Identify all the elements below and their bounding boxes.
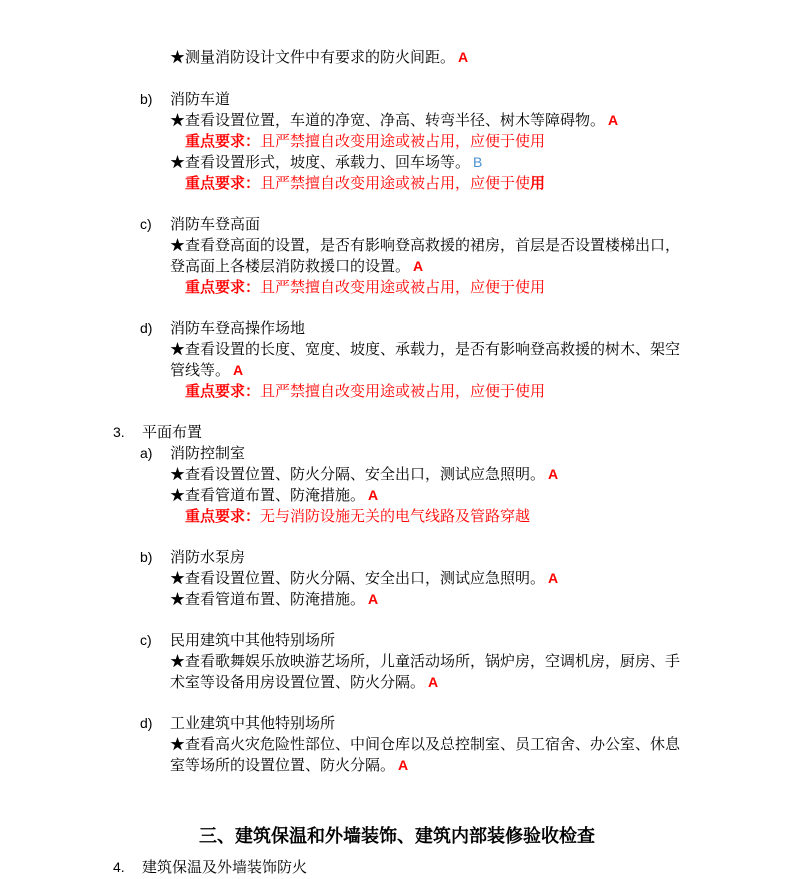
check-item: ★查看设置位置，车道的净宽、净高、转弯半径、树木等障碍物。 A: [170, 111, 619, 129]
subsection-title: 消防水泵房: [170, 548, 246, 566]
list-marker: c): [140, 216, 152, 232]
section-title: 平面布置: [142, 423, 203, 441]
check-item: ★测量消防设计文件中有要求的防火间距。 A: [170, 48, 469, 66]
subsection-title: 消防控制室: [170, 444, 246, 462]
list-marker: b): [140, 91, 153, 107]
section-heading: 三、建筑保温和外墙装饰、建筑内部装修验收检查: [199, 826, 595, 847]
grade-a: A: [368, 591, 379, 607]
list-marker: 3.: [113, 424, 125, 440]
check-item: ★查看管道布置、防淹措施。 A: [170, 486, 379, 504]
section-title: 建筑保温及外墙装饰防火: [142, 858, 308, 876]
key-requirement: 重点要求：且严禁擅自改变用途或被占用，应便于使用: [185, 278, 546, 296]
check-item-continued: 术室等设备用房设置位置、防火分隔。 A: [170, 673, 439, 691]
grade-a: A: [608, 112, 619, 128]
grade-a: A: [548, 466, 559, 482]
check-item: ★查看设置位置、防火分隔、安全出口，测试应急照明。 A: [170, 569, 559, 587]
grade-a: A: [413, 258, 424, 274]
list-marker: a): [140, 445, 153, 461]
key-requirement: 重点要求：无与消防设施无关的电气线路及管路穿越: [185, 507, 531, 525]
grade-a: A: [368, 487, 379, 503]
list-marker: d): [140, 320, 153, 336]
grade-a: A: [398, 757, 409, 773]
check-item-continued: 登高面上各楼层消防救援口的设置。 A: [170, 257, 424, 275]
subsection-title: 消防车道: [170, 90, 231, 108]
check-item: ★查看管道布置、防淹措施。 A: [170, 590, 379, 608]
subsection-title: 消防车登高操作场地: [170, 319, 306, 337]
check-item: ★查看设置的长度、宽度、坡度、承载力，是否有影响登高救援的树木、架空: [170, 340, 681, 358]
list-marker: b): [140, 549, 153, 565]
subsection-title: 民用建筑中其他特别场所: [170, 631, 336, 649]
grade-a: A: [428, 674, 439, 690]
grade-a: A: [458, 49, 469, 65]
key-requirement: 重点要求：且严禁擅自改变用途或被占用，应便于使用: [185, 174, 546, 192]
check-item: ★查看高火灾危险性部位、中间仓库以及总控制室、员工宿舍、办公室、休息: [170, 735, 681, 753]
check-item-continued: 室等场所的设置位置、防火分隔。 A: [170, 756, 409, 774]
check-item: ★查看设置位置、防火分隔、安全出口，测试应急照明。 A: [170, 465, 559, 483]
check-item: ★查看歌舞娱乐放映游艺场所，儿童活动场所，锅炉房，空调机房，厨房、手: [170, 652, 681, 670]
subsection-title: 消防车登高面: [170, 215, 261, 233]
subsection-title: 工业建筑中其他特别场所: [170, 714, 336, 732]
check-item-continued: 管线等。 A: [170, 361, 244, 379]
list-marker: 4.: [113, 859, 125, 875]
key-requirement: 重点要求：且严禁擅自改变用途或被占用，应便于使用: [185, 382, 546, 400]
list-marker: d): [140, 715, 153, 731]
check-item: ★查看登高面的设置，是否有影响登高救援的裙房，首层是否设置楼梯出口，: [170, 236, 681, 254]
key-requirement: 重点要求：且严禁擅自改变用途或被占用，应便于使用: [185, 132, 546, 150]
list-marker: c): [140, 632, 152, 648]
grade-b: B: [473, 154, 483, 170]
grade-a: A: [548, 570, 559, 586]
check-item: ★查看设置形式，坡度、承载力、回车场等。 B: [170, 153, 483, 171]
grade-a: A: [233, 362, 244, 378]
